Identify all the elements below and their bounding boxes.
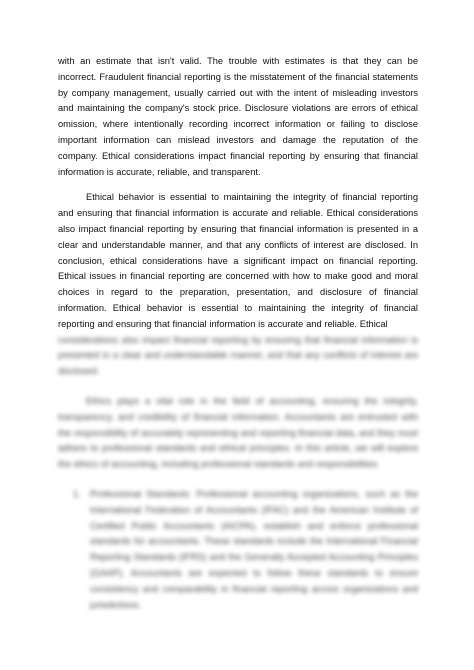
paragraph-2-visible-text: Ethical behavior is essential to maintaining the integrity of financial reporting and ensuring that financial information is accurate and reliable. Ethical considerations also impact financial reporting by ensuring that financial information is presented in a clear and understandable manner, and that any conflicts of interest are disclosed. In conclusion, ethical considerations have a significant impact on financial reporting. Ethical issues in financial reporting are concerned with how to make good and moral choices in regard to the preparation, presentation, and disclosure of financial information. Ethical behavior is essential to maintaining the integrity of financial reporting and ensuring that financial information is accurate and reliable. Ethical [58,192,418,329]
blurred-preview-region [58,333,418,614]
numbered-list [58,487,418,613]
list-item-number: 1. [73,488,81,499]
list-item-text: Professional Standards: Professional accounting organizations, such as the International Federation of Accountants (IFAC) and the American Institute of Certified Public Accountants (AICPA), establish and enforce professional standards for accountants. These standards include the International Financial Reporting Standards (IFRS) and the Generally Accepted Accounting Principles (GAAP). Accountants are expected to follow these standards to ensure consistency and comparability in financial reporting across organizations and jurisdictions. [90,488,418,610]
paragraph-2 [58,190,418,613]
paragraph-2-blurred-text: considerations also impact financial reporting by ensuring that financial information is presented in a clear and understandable manner, and that any conflicts of interest are disclosed. [58,334,418,377]
list-item [73,487,418,613]
paragraph-3-blurred-text: Ethics plays a vital role in the field of accounting, ensuring the integrity, transparency, and credibility of financial information. Accountants are entrusted with the responsibility of accurately representing and reporting financial data, and they must adhere to professional standards and ethical principles. In this article, we will explore the ethics of accounting, including professional standards and responsibilities. [58,395,418,470]
paragraph-1: with an estimate that isn't valid. The trouble with estimates is that they can be incorrect. Fraudulent financial reporting is the misstatement of the financial statements by company management, usually carried out with the intent of misleading investors and maintaining the company's stock price. Disclosure violations are errors of ethical omission, where intentionally recording incorrect information or failing to disclose important information can mislead investors and damage the reputation of the company. Ethical considerations impact financial reporting by ensuring that financial information is accurate, reliable, and transparent. [58,56,418,177]
